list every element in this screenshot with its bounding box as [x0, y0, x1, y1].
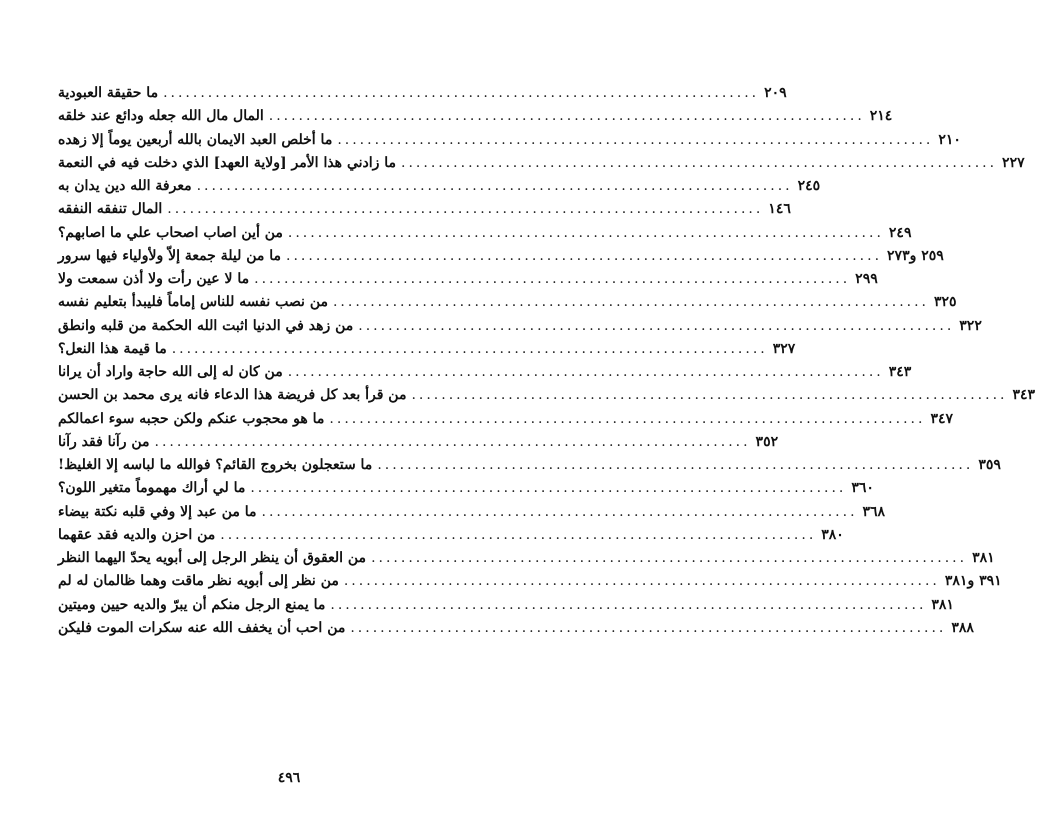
- index-entry: [58, 594, 954, 617]
- entry-title: ما من عبد إلا وفي قلبه نكتة بيضاء: [58, 503, 257, 520]
- index-entry: [58, 477, 874, 500]
- dot-leader: ................................................................................: [332, 294, 929, 311]
- entry-title: المال تنفقه النفقه: [58, 201, 163, 218]
- entry-page-number: ٣٤٣: [1012, 387, 1036, 404]
- index-entry: [58, 617, 974, 640]
- entry-title: ما ستعجلون بخروج القائم؟ فوالله ما لباسه إلا الغليظ!: [58, 457, 373, 473]
- dot-leader: ................................................................................: [154, 433, 751, 450]
- entry-title: ما لا عين رأت ولا أذن سمعت ولا: [58, 271, 250, 287]
- entry-page-number: ٣٦٨: [862, 503, 886, 520]
- dot-leader: ................................................................................: [261, 503, 858, 520]
- index-entry: [58, 408, 953, 431]
- dot-leader: ................................................................................: [196, 178, 793, 194]
- index-entry: [58, 361, 912, 384]
- entry-title: من رآنا فقد رآنا: [58, 433, 150, 450]
- dot-leader: ................................................................................: [343, 573, 940, 590]
- index-entry: [58, 175, 821, 198]
- entry-page-number: ٢٥٩ و٢٧٣: [887, 247, 944, 264]
- entry-title: من احزن والديه فقد عقهما: [58, 526, 216, 543]
- entry-page-number: ٣٨١: [972, 550, 995, 566]
- entry-page-number: ٣٥٢: [755, 433, 779, 450]
- index-entry: [58, 198, 791, 221]
- entry-page-number: ٢٩٩: [855, 271, 878, 287]
- dot-leader: ................................................................................: [358, 317, 955, 334]
- dot-leader: ................................................................................: [163, 85, 760, 101]
- entry-title: من نظر إلى أبويه نظر ماقت وهما ظالمان له لم: [58, 573, 339, 590]
- entry-title: ما هو محجوب عنكم ولكن حجبه سوء اعمالكم: [58, 410, 325, 427]
- entry-page-number: ٣٥٩: [978, 457, 1001, 473]
- index-entry: [58, 105, 893, 128]
- index-entry: [58, 152, 1025, 175]
- entry-title: من زهد في الدنيا اثبت الله الحكمة من قلبه وانطق: [58, 317, 354, 334]
- entry-page-number: ٣٨٠: [821, 526, 844, 543]
- dot-leader: ................................................................................: [337, 131, 934, 148]
- index-entry: [58, 129, 961, 152]
- entry-page-number: ٢١٤: [869, 108, 893, 125]
- index-entry: [58, 82, 787, 105]
- index-entry: [58, 245, 944, 268]
- entry-title: ما أخلص العبد الايمان بالله أربعين يوماً إلا زهده: [58, 131, 333, 148]
- dot-leader: ................................................................................: [287, 224, 884, 241]
- entry-title: من العقوق أن ينظر الرجل إلى أبويه يحدّ اليهما النظر: [58, 550, 367, 566]
- entry-page-number: ٣٦٠: [851, 480, 874, 497]
- dot-leader: ................................................................................: [286, 247, 883, 264]
- index-entry: [58, 315, 982, 338]
- dot-leader: ................................................................................: [254, 271, 851, 287]
- entry-title: من أين اصاب اصحاب علي ما اصابهم؟: [58, 224, 283, 241]
- index-entry: [58, 501, 886, 524]
- entry-page-number: ٣٢٧: [772, 340, 796, 357]
- dot-leader: ................................................................................: [350, 619, 947, 636]
- entry-title: من نصب نفسه للناس إماماً فليبدأ بتعليم نفسه: [58, 294, 328, 311]
- entry-page-number: ٣٢٢: [959, 317, 982, 334]
- index-entry: [58, 431, 779, 454]
- dot-leader: ................................................................................: [411, 387, 1008, 404]
- dot-leader: ................................................................................: [171, 340, 768, 357]
- entry-page-number: ١٤٦: [768, 201, 791, 218]
- entry-title: من كان له إلى الله حاجة واراد أن يرانا: [58, 364, 283, 380]
- entry-title: ما زادني هذا الأمر [ولاية العهد] الذي دخلت فيه في النعمة: [58, 154, 397, 171]
- entry-page-number: ٢٤٩: [888, 224, 912, 241]
- entry-page-number: ٣٨٨: [951, 619, 974, 636]
- dot-leader: ................................................................................: [377, 457, 974, 473]
- entry-title: ما من ليلة جمعة إلاّ ولأولياء فيها سرور: [58, 247, 282, 264]
- dot-leader: ................................................................................: [167, 201, 764, 218]
- entry-title: من قرأ بعد كل فريضة هذا الدعاء فانه يرى محمد بن الحسن: [58, 387, 407, 404]
- index-entry: [58, 547, 995, 570]
- entry-page-number: ٢١٠: [938, 131, 961, 148]
- entry-title: ما يمنع الرجل منكم أن يبرّ والديه حيين وميتين: [58, 596, 326, 613]
- dot-leader: ................................................................................: [268, 108, 865, 125]
- entry-page-number: ٣٤٧: [930, 410, 953, 427]
- entry-title: ما قيمة هذا النعل؟: [58, 340, 167, 357]
- dot-leader: ................................................................................: [220, 526, 817, 543]
- entry-title: ما حقيقة العبودية: [58, 85, 159, 101]
- entry-page-number: ٢٢٧: [1002, 154, 1025, 171]
- entry-page-number: ٣٤٣: [888, 364, 912, 380]
- entry-title: معرفة الله دين يدان به: [58, 178, 192, 194]
- dot-leader: ................................................................................: [329, 410, 926, 427]
- entry-page-number: ٢٠٩: [764, 85, 787, 101]
- entry-page-number: ٣٩١ و٣٨١: [944, 573, 1002, 590]
- entry-page-number: ٣٨١: [931, 596, 954, 613]
- entry-title: المال مال الله جعله ودائع عند خلقه: [58, 108, 264, 125]
- dot-leader: ................................................................................: [250, 480, 847, 497]
- entry-title: ما لي أراك مهموماً متغير اللون؟: [58, 480, 246, 497]
- index-entry: [58, 570, 1002, 593]
- entry-page-number: ٣٢٥: [934, 294, 957, 311]
- dot-leader: ................................................................................: [371, 550, 968, 566]
- dot-leader: ................................................................................: [287, 364, 884, 380]
- index-entry: [58, 268, 878, 291]
- dot-leader: ................................................................................: [330, 596, 927, 613]
- index-entry: [58, 291, 957, 314]
- page-number: ٤٩٦: [277, 770, 301, 786]
- index-entry: [58, 454, 1001, 477]
- index-entry: [58, 222, 912, 245]
- index-list: [58, 82, 1036, 640]
- entry-title: من احب أن يخفف الله عنه سكرات الموت فليكن: [58, 619, 346, 636]
- entry-page-number: ٢٤٥: [797, 178, 821, 194]
- index-entry: [58, 524, 844, 547]
- dot-leader: ................................................................................: [401, 154, 998, 171]
- index-entry: [58, 338, 796, 361]
- index-entry: [58, 384, 1036, 407]
